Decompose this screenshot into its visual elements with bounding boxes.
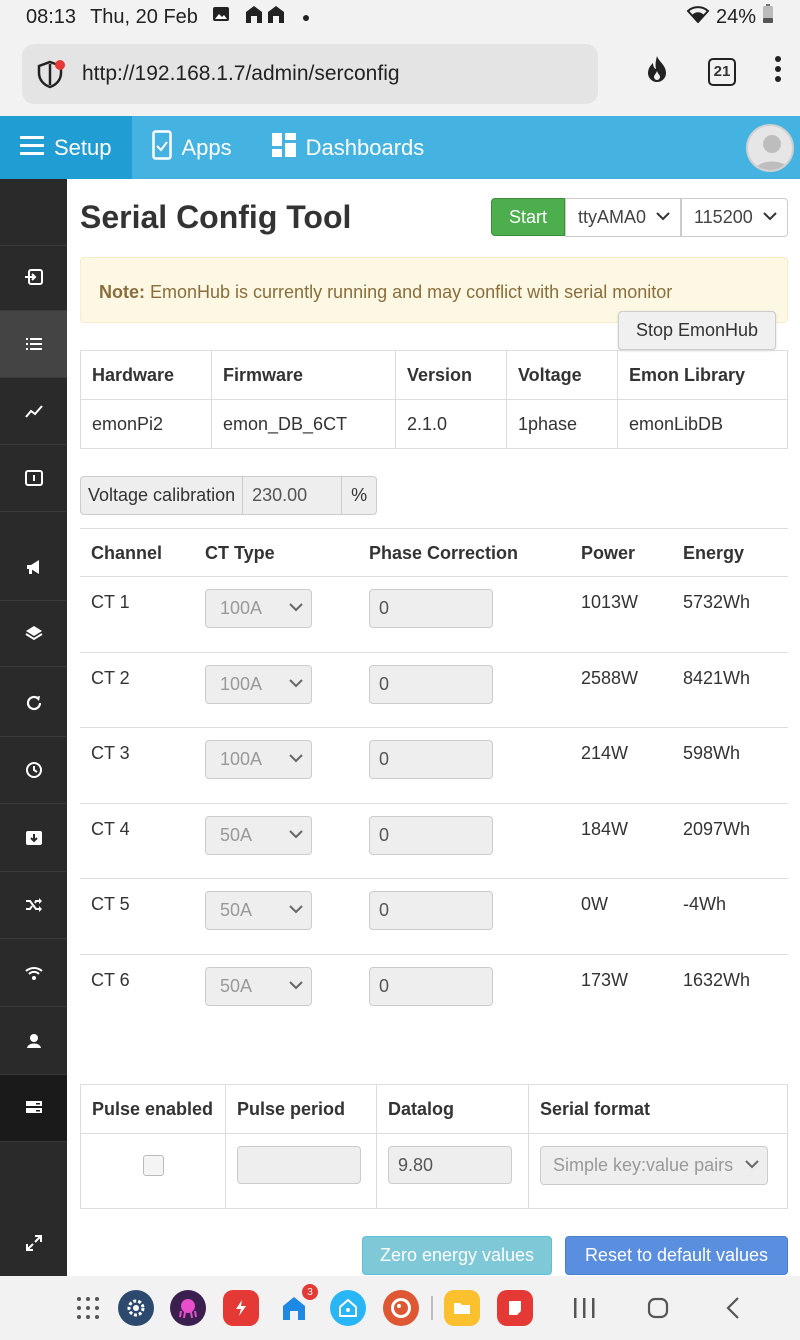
notification-badge: 3 — [302, 1284, 318, 1300]
browser-toolbar — [0, 34, 800, 116]
zero-energy-button[interactable]: Zero energy values — [362, 1236, 552, 1275]
table-row — [80, 879, 788, 955]
chevron-down-icon — [745, 1159, 759, 1169]
hardware-value: emonPi2 — [81, 400, 212, 449]
col-header-firmware: Firmware — [212, 351, 396, 400]
nav-apps-label: Apps — [181, 134, 232, 160]
table-row — [80, 653, 788, 729]
ct-table-header — [80, 528, 788, 577]
ct-type-value: 50A — [220, 975, 253, 996]
col-header-energy: Energy — [683, 543, 745, 563]
battery-level: 24% — [715, 5, 756, 28]
expand-icon — [24, 1233, 44, 1253]
col-header-power: Power — [581, 543, 636, 563]
settings-app-icon[interactable] — [118, 1290, 154, 1326]
pulse-period-input[interactable] — [237, 1146, 361, 1184]
ct-energy-value: 598Wh — [683, 743, 741, 763]
sidebar-item-notify[interactable] — [0, 534, 67, 601]
table-row — [80, 804, 788, 880]
sidebar-item-shuffle[interactable] — [0, 872, 67, 939]
col-header-ct-type: CT Type — [205, 543, 275, 563]
sidebar-item-sync[interactable] — [0, 670, 67, 737]
ct-type-select[interactable] — [205, 665, 312, 704]
table-row — [80, 955, 788, 1031]
sidebar-item-graphs[interactable] — [0, 378, 67, 445]
tablet-icon — [152, 130, 172, 166]
ct-power-value: 1013W — [581, 592, 639, 612]
ct-type-value: 100A — [220, 598, 263, 618]
nav-setup[interactable] — [0, 116, 132, 179]
chevron-down-icon — [289, 602, 303, 612]
server-config-icon — [24, 1098, 44, 1118]
serial-port-select[interactable] — [565, 198, 681, 237]
emon-library-value: emonLibDB — [618, 400, 788, 449]
sidebar-item-feeds[interactable] — [0, 311, 67, 378]
nav-setup-label: Setup — [54, 134, 112, 160]
firmware-value: emon_DB_6CT — [212, 400, 396, 449]
chevron-down-icon — [289, 980, 303, 990]
status-bar — [0, 0, 800, 34]
page-title: Serial Config Tool — [80, 199, 352, 235]
phase-correction-input[interactable]: 0 — [369, 665, 493, 704]
shield-icon[interactable] — [36, 59, 66, 89]
flame-icon[interactable] — [644, 54, 670, 89]
sign-in-icon — [24, 267, 44, 287]
datalog-input[interactable]: 9.80 — [388, 1146, 512, 1184]
ct-channel-label: CT 6 — [91, 969, 130, 990]
sidebar — [0, 179, 67, 1276]
serial-format-select[interactable] — [540, 1146, 768, 1185]
top-navbar — [0, 116, 800, 179]
col-header-version: Version — [396, 351, 507, 400]
pulse-enabled-checkbox[interactable] — [143, 1155, 164, 1176]
ct-type-select[interactable] — [205, 891, 312, 930]
pulse-settings-table — [80, 1084, 788, 1209]
baud-rate-value: 115200 — [694, 207, 753, 227]
sidebar-item-blank[interactable] — [0, 179, 67, 246]
serial-format-value: Simple key:value pairs — [553, 1154, 734, 1175]
start-button[interactable]: Start — [491, 198, 565, 236]
col-header-channel: Channel — [91, 543, 163, 563]
more-notifications-dot-icon: ● — [301, 9, 311, 25]
ct-type-select[interactable] — [205, 967, 312, 1006]
ct-type-value: 100A — [220, 749, 263, 769]
ct-channel-label: CT 5 — [91, 894, 130, 914]
col-header-emon-library: Emon Library — [618, 351, 788, 400]
col-header-hardware: Hardware — [81, 351, 212, 400]
ct-type-value: 50A — [220, 824, 253, 845]
megaphone-icon — [24, 557, 44, 577]
voltage-calibration-input[interactable]: 230.00 — [243, 476, 341, 515]
sidebar-item-layers[interactable] — [0, 600, 67, 667]
hamburger-icon — [20, 135, 44, 161]
back-button-icon[interactable] — [726, 1296, 740, 1325]
ct-energy-value: 5732Wh — [683, 592, 751, 612]
ct-energy-value: 8421Wh — [683, 667, 751, 688]
baud-rate-select[interactable] — [681, 198, 788, 237]
ct-power-value: 2588W — [581, 667, 639, 688]
url-text[interactable]: http://192.168.1.7/admin/serconfig — [82, 62, 400, 85]
address-bar[interactable] — [22, 44, 598, 104]
list-icon — [24, 334, 44, 354]
col-header-voltage: Voltage — [507, 351, 618, 400]
app-drawer-icon[interactable] — [76, 1296, 100, 1325]
sidebar-item-expand[interactable] — [0, 1209, 67, 1276]
battery-icon — [762, 4, 774, 30]
sidebar-item-network[interactable] — [0, 940, 67, 1007]
table-row — [80, 577, 788, 653]
ct-channel-label: CT 4 — [91, 818, 130, 839]
octopus-app-icon[interactable] — [170, 1290, 206, 1326]
ct-energy-value: 1632Wh — [683, 969, 751, 990]
home-assistant-companion-icon[interactable] — [330, 1290, 366, 1326]
dashboard-icon — [272, 133, 296, 163]
ct-type-value: 100A — [220, 673, 263, 694]
ct-channel-label: CT 3 — [91, 743, 130, 763]
table-row — [80, 728, 788, 804]
sidebar-item-schedule[interactable] — [0, 737, 67, 804]
sidebar-item-account[interactable] — [0, 1008, 67, 1075]
ct-type-select[interactable] — [205, 740, 312, 779]
ct-channel-label: CT 1 — [91, 592, 130, 612]
chevron-down-icon — [289, 753, 303, 763]
sidebar-item-device[interactable] — [0, 445, 67, 512]
ct-type-select[interactable] — [205, 816, 312, 855]
layers-icon — [24, 623, 44, 643]
stop-emonhub-button[interactable]: Stop EmonHub — [618, 311, 776, 350]
ct-power-value: 173W — [581, 969, 629, 990]
col-header-pulse-period: Pulse period — [226, 1085, 377, 1134]
phase-correction-input[interactable]: 0 — [369, 589, 493, 628]
dock-divider — [431, 1296, 433, 1320]
flash-app-icon[interactable] — [223, 1290, 259, 1326]
home-assistant-app-icon[interactable] — [276, 1286, 313, 1326]
files-app-icon[interactable] — [444, 1290, 480, 1326]
nav-dashboards-label: Dashboards — [305, 134, 425, 160]
archive-download-icon — [24, 828, 44, 848]
col-header-pulse-enabled: Pulse enabled — [81, 1085, 226, 1134]
col-header-datalog: Datalog — [377, 1085, 529, 1134]
android-navigation-bar — [0, 1276, 800, 1340]
ct-energy-value: 2097Wh — [683, 818, 751, 839]
device-info-table — [80, 350, 788, 449]
line-chart-icon — [24, 401, 44, 421]
chevron-down-icon — [656, 211, 670, 221]
ct-type-value: 50A — [220, 900, 253, 920]
more-menu-icon[interactable] — [774, 56, 782, 87]
phase-correction-input[interactable]: 0 — [369, 816, 493, 855]
date: Thu, 20 Feb — [90, 5, 198, 28]
sidebar-item-serconfig[interactable] — [0, 1075, 67, 1142]
user-icon — [24, 1031, 44, 1051]
ct-power-value: 0W — [581, 894, 608, 914]
ct-type-select[interactable] — [205, 589, 312, 628]
gallery-icon — [212, 5, 230, 29]
voltage-calibration-group — [80, 476, 377, 515]
wifi-icon — [24, 963, 44, 983]
tab-switcher-button[interactable]: 21 — [708, 58, 736, 86]
nav-apps[interactable] — [132, 116, 252, 179]
refresh-icon — [24, 693, 44, 713]
shuffle-icon — [24, 895, 44, 915]
ct-power-value: 214W — [581, 743, 629, 763]
recent-apps-icon[interactable] — [572, 1298, 596, 1323]
user-avatar[interactable] — [746, 124, 794, 172]
phase-correction-input[interactable]: 0 — [369, 740, 493, 779]
ct-energy-value: -4Wh — [683, 894, 727, 914]
ct-channel-label: CT 2 — [91, 667, 130, 688]
voltage-calibration-label: Voltage calibration — [80, 476, 243, 515]
col-header-phase-correction: Phase Correction — [369, 543, 519, 563]
ct-power-value: 184W — [581, 818, 629, 839]
chevron-down-icon — [763, 211, 777, 221]
reset-defaults-button[interactable]: Reset to default values — [565, 1236, 788, 1275]
home-button-icon[interactable] — [647, 1297, 669, 1324]
nav-dashboards[interactable] — [252, 116, 445, 179]
notes-app-icon[interactable] — [497, 1290, 533, 1326]
clock: 08:13 — [26, 5, 77, 28]
serial-port-value: ttyAMA0 — [578, 207, 647, 227]
ct-channels-table — [80, 528, 788, 1030]
wifi-icon — [686, 5, 710, 29]
device-icon — [24, 468, 44, 488]
sidebar-item-inputs[interactable] — [0, 244, 67, 311]
duckduckgo-app-icon[interactable] — [383, 1290, 419, 1326]
col-header-serial-format: Serial format — [529, 1085, 788, 1134]
chevron-down-icon — [289, 829, 303, 839]
note-label: Note: — [99, 282, 145, 302]
version-value: 2.1.0 — [396, 400, 507, 449]
clock-icon — [24, 760, 44, 780]
chevron-down-icon — [289, 678, 303, 688]
percent-addon: % — [341, 476, 377, 515]
phase-correction-input[interactable]: 0 — [369, 891, 493, 930]
phase-correction-input[interactable]: 0 — [369, 967, 493, 1006]
chevron-down-icon — [289, 904, 303, 914]
note-text: EmonHub is currently running and may conflict with serial monitor — [145, 282, 673, 302]
voltage-value: 1phase — [507, 400, 618, 449]
sidebar-item-backup[interactable] — [0, 805, 67, 872]
home-assistant-notification-icon — [244, 4, 288, 30]
